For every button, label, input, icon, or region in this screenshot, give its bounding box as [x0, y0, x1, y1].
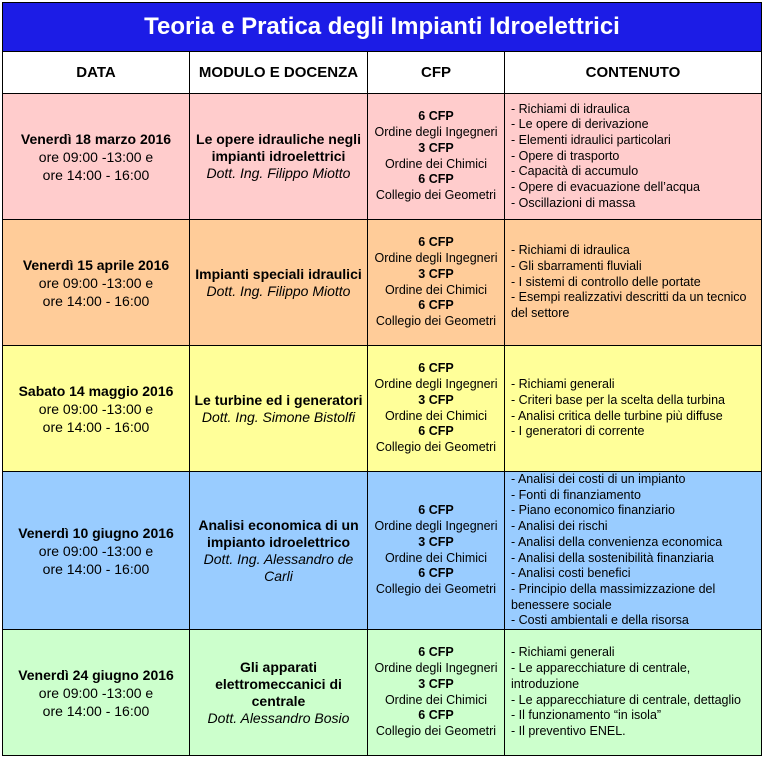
content-item: - Analisi della sostenibilità finanziaria: [511, 550, 714, 565]
date-cell: [3, 630, 190, 756]
cfp-cell: [368, 220, 505, 346]
content-item: - I generatori di corrente: [511, 424, 645, 439]
content-item: - I sistemi di controllo delle portate: [511, 274, 701, 289]
module-teacher: Dott. Alessandro Bosio: [207, 709, 350, 726]
module-title: Gli apparati elettromeccanici di centrale: [215, 658, 342, 709]
cfp-credits: 6 CFP: [418, 172, 454, 187]
session-date: Venerdì 10 giugno 2016: [18, 524, 174, 541]
module-title: Le opere idrauliche negli impianti idroelettrici: [196, 131, 361, 164]
date-cell: [3, 346, 190, 472]
content-item: - Capacità di accumulo: [511, 164, 639, 179]
cfp-credits: 3 CFP: [418, 266, 454, 281]
module-cell: [190, 220, 368, 346]
date-cell: [3, 472, 190, 630]
content-cell: [505, 346, 762, 472]
module-title: Impianti speciali idraulici: [195, 265, 362, 282]
date-cell: [3, 220, 190, 346]
session-time-morning: ore 09:00 -13:00 e: [38, 274, 154, 291]
module-teacher: Dott. Ing. Filippo Miotto: [206, 165, 351, 181]
content-item: - Analisi costi benefici: [511, 566, 631, 581]
content-item: - Richiami generali: [511, 645, 615, 660]
cfp-body: Collegio dei Geometri: [375, 723, 497, 738]
cfp-credits: 6 CFP: [418, 566, 454, 581]
content-item: - Esempi realizzativi descritti da un tecnico del settore: [511, 290, 747, 321]
content-item: - Opere di evacuazione dell’acqua: [511, 180, 701, 195]
cfp-body: Ordine dei Chimici: [384, 692, 488, 707]
date-cell: [3, 94, 190, 220]
content-item: - Elementi idraulici particolari: [511, 132, 671, 147]
content-cell: [505, 94, 762, 220]
header-module: MODULO E DOCENZA: [190, 52, 368, 94]
module-teacher: Dott. Ing. Alessandro de Carli: [203, 550, 354, 584]
session-time-afternoon: ore 14:00 - 16:00: [42, 166, 150, 183]
content-item: - Le opere di derivazione: [511, 117, 649, 132]
module-cell: [190, 630, 368, 756]
content-item: - Analisi dei costi di un impianto: [511, 472, 686, 486]
cfp-body: Ordine dei Chimici: [384, 408, 488, 423]
content-item: - Gli sbarramenti fluviali: [511, 258, 642, 273]
content-item: - Oscillazioni di massa: [511, 195, 636, 210]
cfp-credits: 3 CFP: [418, 534, 454, 549]
cfp-cell: [368, 630, 505, 756]
session-time-afternoon: ore 14:00 - 16:00: [42, 292, 150, 309]
cfp-credits: 6 CFP: [418, 298, 454, 313]
cfp-body: Ordine degli Ingegneri: [374, 125, 498, 140]
schedule-table: [2, 2, 762, 756]
content-item: - Le apparecchiature di centrale, introduzione: [511, 661, 691, 691]
cfp-cell: [368, 472, 505, 630]
session-date: Venerdì 15 aprile 2016: [22, 256, 170, 273]
content-cell: [505, 472, 762, 630]
content-item: - Analisi critica delle turbine più diffuse: [511, 408, 723, 423]
header-cfp: CFP: [368, 52, 505, 94]
cfp-body: Collegio dei Geometri: [375, 439, 497, 454]
content-item: - Criteri base per la scelta della turbina: [511, 392, 725, 407]
cfp-credits: 6 CFP: [418, 645, 454, 660]
cfp-body: Ordine degli Ingegneri: [374, 661, 498, 676]
content-item: - Analisi dei rischi: [511, 519, 608, 534]
cfp-body: Collegio dei Geometri: [375, 313, 497, 328]
table-row: [3, 472, 762, 630]
cfp-credits: 3 CFP: [418, 676, 454, 691]
session-date: Venerdì 24 giugno 2016: [18, 666, 174, 683]
session-time-morning: ore 09:00 -13:00 e: [38, 400, 154, 417]
content-item: - Il preventivo ENEL.: [511, 723, 626, 738]
session-time-afternoon: ore 14:00 - 16:00: [42, 560, 150, 577]
module-teacher: Dott. Ing. Simone Bistolfi: [201, 408, 356, 425]
session-date: Sabato 14 maggio 2016: [18, 382, 174, 399]
cfp-credits: 3 CFP: [418, 392, 454, 407]
content-cell: [505, 220, 762, 346]
cfp-body: Ordine dei Chimici: [384, 156, 488, 171]
header-content: CONTENUTO: [505, 52, 762, 94]
table-row: [3, 346, 762, 472]
cfp-credits: 6 CFP: [418, 361, 454, 376]
module-cell: [190, 346, 368, 472]
cfp-cell: [368, 94, 505, 220]
content-item: - Costi ambientali e della risorsa: [511, 613, 689, 628]
cfp-body: Ordine dei Chimici: [384, 550, 488, 565]
module-title: Le turbine ed i generatori: [194, 391, 363, 408]
content-item: - Piano economico finanziario: [511, 503, 675, 518]
session-time-morning: ore 09:00 -13:00 e: [38, 148, 154, 165]
cfp-credits: 6 CFP: [418, 235, 454, 250]
content-item: - Richiami generali: [511, 377, 615, 392]
content-item: - Richiami di idraulica: [511, 101, 630, 116]
content-item: - Richiami di idraulica: [511, 243, 630, 258]
cfp-credits: 6 CFP: [418, 708, 454, 723]
cfp-body: Ordine degli Ingegneri: [374, 377, 498, 392]
cfp-body: Ordine dei Chimici: [384, 282, 488, 297]
cfp-cell: [368, 346, 505, 472]
content-item: - Opere di trasporto: [511, 148, 620, 163]
cfp-credits: 6 CFP: [418, 109, 454, 124]
module-cell: [190, 94, 368, 220]
session-time-afternoon: ore 14:00 - 16:00: [42, 702, 150, 719]
cfp-body: Ordine degli Ingegneri: [374, 251, 498, 266]
content-cell: [505, 630, 762, 756]
module-teacher: Dott. Ing. Filippo Miotto: [206, 282, 351, 299]
content-item: - Principio della massimizzazione del benessere sociale: [511, 581, 716, 612]
cfp-credits: 6 CFP: [418, 503, 454, 518]
schedule-document: [2, 2, 761, 756]
table-row: [3, 220, 762, 346]
session-time-morning: ore 09:00 -13:00 e: [38, 684, 154, 701]
cfp-body: Collegio dei Geometri: [375, 581, 497, 596]
content-item: - Il funzionamento “in isola”: [511, 708, 662, 723]
content-item: - Analisi della convenienza economica: [511, 534, 723, 549]
module-cell: [190, 472, 368, 630]
content-item: - Fonti di finanziamento: [511, 487, 641, 502]
session-date: Venerdì 18 marzo 2016: [20, 130, 172, 147]
session-time-morning: ore 09:00 -13:00 e: [38, 542, 154, 559]
page-title: Teoria e Pratica degli Impianti Idroelettrici: [3, 3, 762, 52]
cfp-body: Ordine degli Ingegneri: [374, 519, 498, 534]
module-title: Analisi economica di un impianto idroelettrico: [198, 516, 359, 550]
table-row: [3, 94, 762, 220]
cfp-credits: 3 CFP: [418, 140, 454, 155]
table-row: [3, 630, 762, 756]
cfp-credits: 6 CFP: [418, 424, 454, 439]
header-date: DATA: [3, 52, 190, 94]
content-item: - Le apparecchiature di centrale, dettaglio: [511, 692, 742, 707]
session-time-afternoon: ore 14:00 - 16:00: [42, 418, 150, 435]
cfp-body: Collegio dei Geometri: [375, 187, 497, 202]
